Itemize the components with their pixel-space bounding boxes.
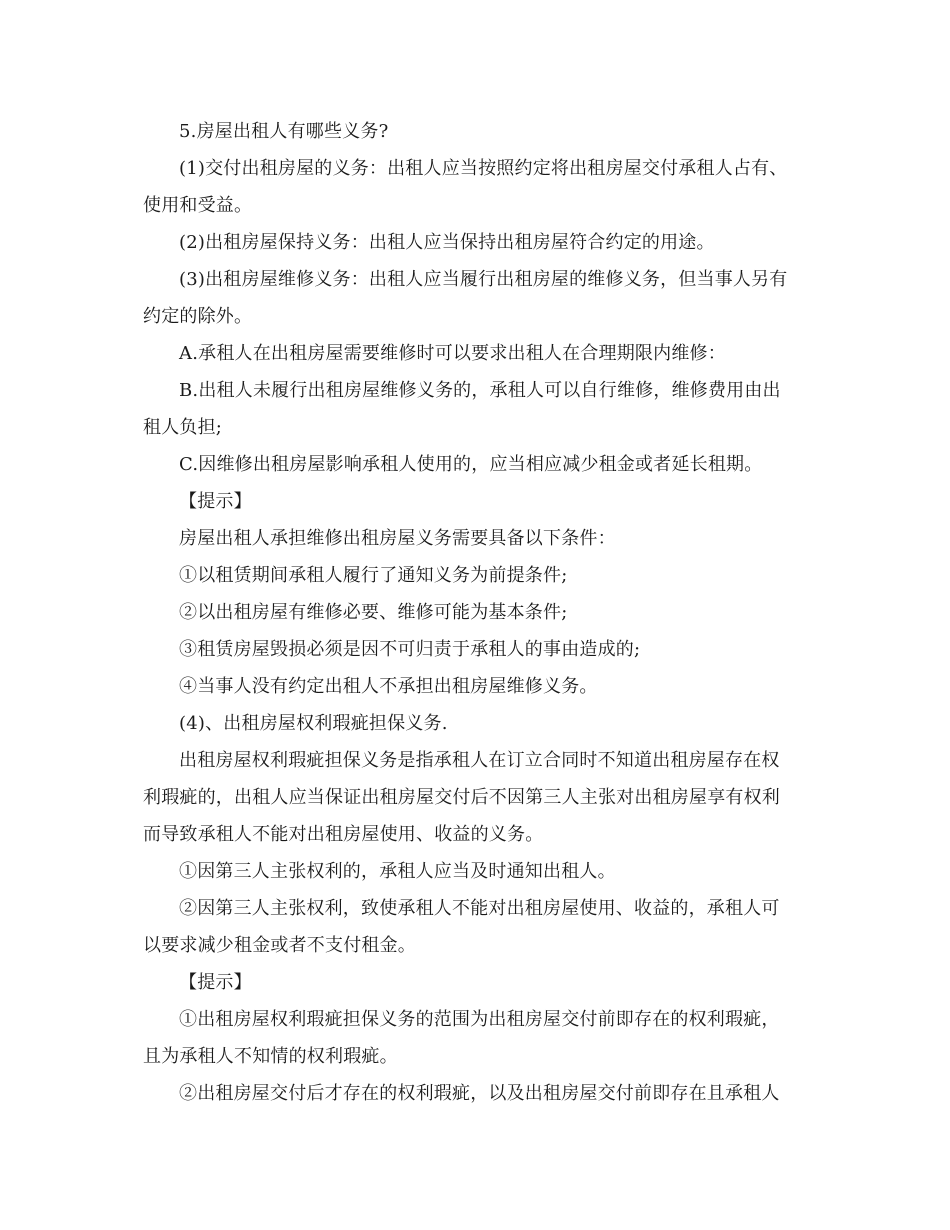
- text-line: B.出租人未履行出租房屋维修义务的，承租人可以自行维修，维修费用由出: [179, 380, 781, 401]
- tip-heading-2: [143, 964, 811, 1001]
- condition-item-3: [143, 631, 811, 668]
- obligation-title-warranty: [143, 705, 811, 742]
- obligation-repair: [143, 261, 811, 335]
- warranty-item-1: [143, 853, 811, 890]
- text-line: 出租房屋权利瑕疵担保义务是指承租人在订立合同时不知道出租房屋存在权: [179, 750, 780, 771]
- tip-item-2: [143, 1075, 811, 1112]
- text-line: 租人负担;: [143, 417, 223, 438]
- text-line: A.承租人在出租房屋需要维修时可以要求出租人在合理期限内维修：: [179, 343, 726, 364]
- text-line: 利瑕疵的，出租人应当保证出租房屋交付后不因第三人主张对出租房屋享有权利: [143, 787, 780, 808]
- text-line: (2)出租房屋保持义务：出租人应当保持出租房屋符合约定的用途。: [179, 232, 715, 253]
- text-line: 房屋出租人承担维修出租房屋义务需要具备以下条件：: [179, 528, 616, 549]
- text-line: ③租赁房屋毁损必须是因不可归责于承租人的事由造成的;: [179, 639, 641, 660]
- text-line: 而导致承租人不能对出租房屋使用、收益的义务。: [143, 824, 544, 845]
- text-line: ②以出租房屋有维修必要、维修可能为基本条件;: [179, 602, 568, 623]
- text-line: 【提示】: [179, 972, 252, 993]
- text-line: ①出租房屋权利瑕疵担保义务的范围为出租房屋交付前即存在的权利瑕疵，: [179, 1009, 780, 1030]
- text-line: ①以租赁期间承租人履行了通知义务为前提条件;: [179, 565, 568, 586]
- text-line: 使用和受益。: [143, 195, 253, 216]
- repair-item-a: [143, 335, 811, 372]
- condition-item-4: [143, 668, 811, 705]
- text-line: ②出租房屋交付后才存在的权利瑕疵，以及出租房屋交付前即存在且承租人: [179, 1083, 780, 1104]
- tip-item-1: [143, 1001, 811, 1075]
- repair-item-c: [143, 446, 811, 483]
- text-line: ②因第三人主张权利，致使承租人不能对出租房屋使用、收益的，承租人可: [179, 898, 780, 919]
- text-line: (3)出租房屋维修义务：出租人应当履行出租房屋的维修义务，但当事人另有: [179, 269, 788, 290]
- text-line: ④当事人没有约定出租人不承担出租房屋维修义务。: [179, 676, 598, 697]
- condition-item-2: [143, 594, 811, 631]
- warranty-definition: [143, 742, 811, 853]
- text-line: (1)交付出租房屋的义务：出租人应当按照约定将出租房屋交付承租人占有、: [179, 158, 788, 179]
- text-line: 且为承租人不知情的权利瑕疵。: [143, 1046, 398, 1067]
- repair-conditions-intro: [143, 520, 811, 557]
- repair-item-b: [143, 372, 811, 446]
- text-line: ①因第三人主张权利的，承租人应当及时通知出租人。: [179, 861, 616, 882]
- text-line: 5.房屋出租人有哪些义务?: [179, 121, 389, 142]
- condition-item-1: [143, 557, 811, 594]
- tip-heading: [143, 483, 811, 520]
- obligation-maintain: [143, 224, 811, 261]
- text-line: 约定的除外。: [143, 306, 253, 327]
- document-body: [143, 113, 811, 1112]
- warranty-item-2: [143, 890, 811, 964]
- obligation-delivery: [143, 150, 811, 224]
- question-heading: [143, 113, 811, 150]
- text-line: 【提示】: [179, 491, 252, 512]
- text-line: (4)、出租房屋权利瑕疵担保义务.: [179, 713, 448, 734]
- text-line: C.因维修出租房屋影响承租人使用的，应当相应减少租金或者延长租期。: [179, 454, 763, 475]
- text-line: 以要求减少租金或者不支付租金。: [143, 935, 416, 956]
